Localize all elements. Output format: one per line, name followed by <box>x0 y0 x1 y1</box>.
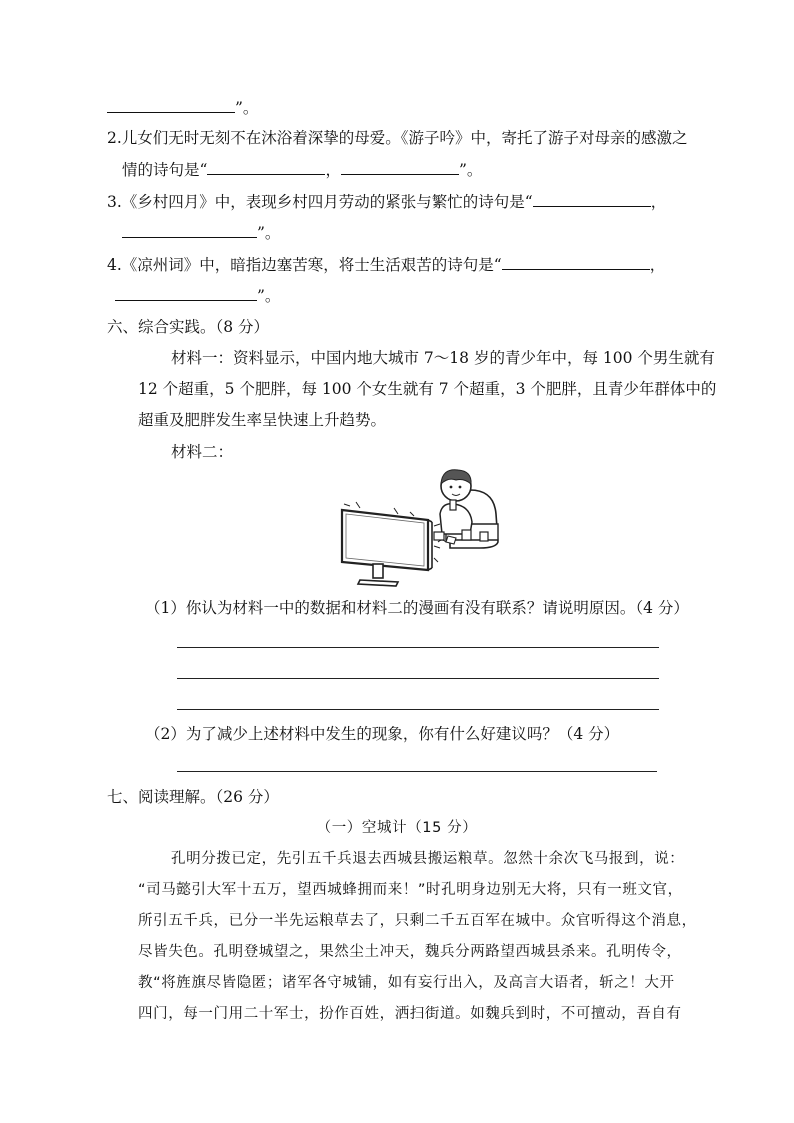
answer-line[interactable] <box>177 709 659 710</box>
practice-question-2: （2）为了减少上述材料中发生的现象，你有什么好建议吗？（4 分） <box>145 725 620 743</box>
snack-box <box>434 532 444 540</box>
snack-bag <box>446 536 456 544</box>
q3-sep: ， <box>650 193 667 211</box>
practice-question-1: （1）你认为材料一中的数据和材料二的漫画有没有联系？请说明原因。（4 分） <box>145 599 689 617</box>
snack-stick <box>450 500 456 510</box>
q2-suffix: ”。 <box>458 161 483 179</box>
fill-blank[interactable] <box>122 222 257 238</box>
q3-suffix: ”。 <box>257 224 281 242</box>
boy-eye <box>450 486 453 489</box>
answer-line[interactable] <box>177 647 659 648</box>
fill-blank[interactable] <box>533 191 651 207</box>
q4-sep: ， <box>649 256 666 274</box>
q2-prefix: 情的诗句是“ <box>122 161 208 179</box>
snack-box <box>480 532 488 541</box>
passage-line: 孔明分拨已定，先引五千兵退去西城县搬运粮草。忽然十余次飞马报到，说： <box>171 851 685 867</box>
cartoon-illustration <box>330 462 510 590</box>
fill-blank[interactable] <box>502 254 650 270</box>
q3-prefix: 3.《乡村四月》中，表现乡村四月劳动的紧张与繁忙的诗句是“ <box>107 193 533 211</box>
snack-box <box>462 530 471 540</box>
q4-prefix: 4.《凉州词》中，暗指边塞苦寒，将士生活艰苦的诗句是“ <box>107 256 502 274</box>
tv-base <box>358 580 398 586</box>
q1-tail: ”。 <box>235 99 259 117</box>
passage-line: 尽皆失色。孔明登城望之，果然尘土冲天，魏兵分两路望西城县杀来。孔明传令， <box>138 944 682 960</box>
fill-blank[interactable] <box>115 285 257 301</box>
question-2-line2 <box>122 159 482 180</box>
tv-stand <box>373 564 383 578</box>
passage-line: “司马懿引大军十五万，望西城蜂拥而来！”时孔明身边别无大将，只有一班文官， <box>138 882 683 898</box>
answer-line[interactable] <box>177 771 657 772</box>
answer-line[interactable] <box>177 678 659 679</box>
question-4-line1 <box>107 254 665 275</box>
boy-eye <box>459 486 462 489</box>
material-1-line1: 材料一：资料显示，中国内地大城市 7～18 岁的青少年中，每 100 个男生就有 <box>171 349 715 367</box>
q2-sep: ， <box>325 161 341 179</box>
tv-screen <box>342 510 428 570</box>
q4-suffix: ”。 <box>257 287 281 305</box>
passage-line: 四门，每一门用二十军士，扮作百姓，洒扫街道。如魏兵到时，不可擅动，吾自有 <box>138 1006 682 1022</box>
fill-blank[interactable] <box>207 159 325 175</box>
q1-continuation <box>107 97 258 118</box>
section-7-heading: 七、阅读理解。（26 分） <box>107 788 279 806</box>
fill-blank[interactable] <box>107 97 235 113</box>
material-1-line2: 12 个超重，5 个肥胖，每 100 个女生就有 7 个超重，3 个肥胖，且青少年群体中的 <box>138 380 717 398</box>
question-3-line2 <box>122 222 280 243</box>
material-1-line3: 超重及肥胖发生率呈快速上升趋势。 <box>138 411 387 429</box>
passage-line: 教“将旌旗尽皆隐匿；诸军各守城铺，如有妄行出入，及高言大语者，斩之！大开 <box>138 975 675 991</box>
question-4-line2 <box>115 285 280 306</box>
question-2-line1: 2.儿女们无时无刻不在沐浴着深挚的母爱。《游子吟》中，寄托了游子对母亲的感激之 <box>107 129 688 147</box>
passage-title: （一）空城计（15 分） <box>316 820 478 836</box>
material-2-label: 材料二： <box>171 443 234 461</box>
passage-line: 所引五千兵，已分一半先运粮草去了，只剩二千五百军在城中。众官听得这个消息， <box>138 913 697 929</box>
question-3-line1 <box>107 191 666 212</box>
fill-blank[interactable] <box>341 159 459 175</box>
section-6-heading: 六、综合实践。（8 分） <box>107 318 270 336</box>
